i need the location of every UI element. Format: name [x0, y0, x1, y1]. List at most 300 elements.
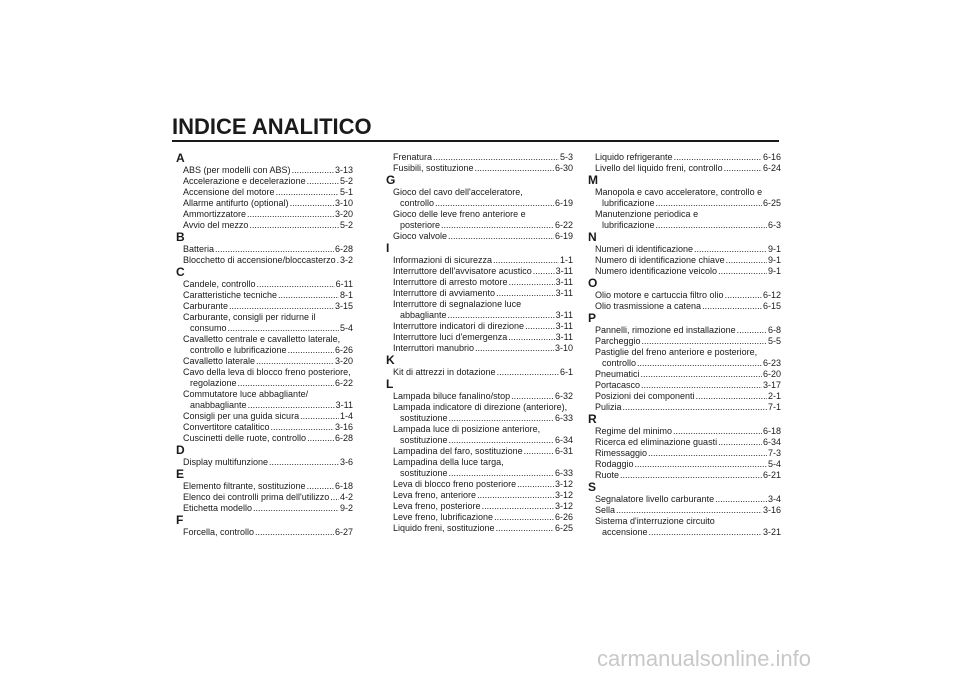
dot-leader [656, 220, 767, 231]
index-entry [588, 402, 781, 413]
entry-line [595, 198, 781, 209]
entry-line [393, 512, 573, 523]
entry-line [595, 369, 781, 380]
index-entry [176, 481, 353, 492]
section-letter: O [588, 276, 598, 290]
section-letter: C [176, 265, 185, 279]
dot-leader [496, 523, 554, 534]
index-entry [588, 152, 781, 163]
index-entry [386, 424, 573, 446]
entry-page-number: 6-3 [767, 220, 781, 230]
entry-lead-text: Gioco delle leve freno anteriore e [393, 209, 526, 219]
entry-page-number: 6-30 [554, 163, 573, 173]
entry-text: Forcella, controllo [183, 527, 255, 537]
entry-line [393, 468, 573, 479]
entry-text: Batteria [183, 244, 215, 254]
entry-text: Lampadina del faro, sostituzione [393, 446, 523, 456]
dot-leader [718, 266, 767, 277]
entry-text: Allarme antifurto (optional) [183, 198, 289, 208]
entry-text: Rimessaggio [595, 448, 648, 458]
entry-text: Consigli per una guida sicura [183, 411, 300, 421]
dot-leader [620, 470, 762, 481]
section-letter: I [386, 241, 390, 255]
entry-text: Olio motore e cartuccia filtro olio [595, 290, 724, 300]
section-letter: A [176, 151, 185, 165]
entry-page-number: 3-12 [554, 479, 573, 489]
entry-line [595, 152, 781, 163]
section-letter: G [386, 173, 396, 187]
entry-line [183, 255, 353, 266]
entry-page-number: 7-3 [767, 448, 781, 458]
index-entry [588, 244, 781, 255]
entry-page-number: 6-23 [762, 358, 781, 368]
entry-line [183, 481, 353, 492]
entry-text: lubrificazione [602, 198, 655, 208]
entry-text: Kit di attrezzi in dotazione [393, 367, 496, 377]
entry-page-number: 6-28 [334, 244, 353, 254]
dot-leader [641, 380, 762, 391]
entry-lead-text: Carburante, consigli per ridurne il [183, 312, 316, 322]
index-entry [588, 391, 781, 402]
index-entry [588, 163, 781, 174]
index-entry [588, 494, 781, 505]
entry-text: Leva freno, anteriore [393, 490, 477, 500]
entry-text: Avvio del mezzo [183, 220, 249, 230]
entry-page-number: 2-1 [767, 391, 781, 401]
index-entry [386, 402, 573, 424]
entry-text: Leva di blocco freno posteriore [393, 479, 517, 489]
entry-page-number: 6-34 [762, 437, 781, 447]
entry-line [393, 255, 573, 266]
dot-leader [449, 468, 554, 479]
entry-line [595, 470, 781, 481]
entry-line [183, 187, 353, 198]
dot-leader [307, 176, 339, 187]
entry-text: Accelerazione e decelerazione [183, 176, 306, 186]
dot-leader [292, 165, 334, 176]
index-entry [386, 490, 573, 501]
index-entry [176, 301, 353, 312]
entry-line [595, 336, 781, 347]
dot-leader [674, 152, 762, 163]
dot-leader [247, 209, 334, 220]
dot-leader [449, 413, 554, 424]
entry-page-number: 3-11 [555, 277, 573, 287]
index-entry [386, 457, 573, 479]
section-letter: D [176, 443, 185, 457]
entry-text: Display multifunzione [183, 457, 269, 467]
index-entry [588, 336, 781, 347]
entry-page-number: 3-11 [555, 332, 573, 342]
index-entry [588, 505, 781, 516]
entry-text: controllo [602, 358, 637, 368]
dot-leader [229, 301, 334, 312]
index-entry [588, 448, 781, 459]
dot-leader [649, 527, 762, 538]
entry-line [183, 244, 353, 255]
dot-leader [248, 400, 335, 411]
entry-page-number: 5-3 [559, 152, 573, 162]
index-entry [588, 380, 781, 391]
entry-page-number: 3-16 [762, 505, 781, 515]
dot-leader [497, 367, 559, 378]
dot-leader [524, 446, 554, 457]
index-entry [386, 512, 573, 523]
dot-leader [475, 163, 554, 174]
index-entry [176, 312, 353, 334]
entry-page-number: 6-19 [554, 231, 573, 241]
dot-leader [449, 435, 554, 446]
entry-text: Carburante [183, 301, 229, 311]
entry-line [595, 290, 781, 301]
dot-leader [696, 391, 767, 402]
index-entry [176, 356, 353, 367]
entry-text: Lampada biluce fanalino/stop [393, 391, 511, 401]
entry-line [183, 345, 353, 356]
entry-text: Accensione del motore [183, 187, 275, 197]
index-entry [176, 220, 353, 231]
index-entry [386, 288, 573, 299]
index-column-2 [386, 152, 573, 534]
section-letter: E [176, 467, 185, 481]
dot-leader [533, 266, 555, 277]
section-letter: B [176, 230, 185, 244]
index-entry [386, 299, 573, 321]
entry-page-number: 7-1 [767, 402, 781, 412]
entry-line [393, 446, 573, 457]
dot-leader [475, 343, 554, 354]
dot-leader [702, 301, 762, 312]
entry-page-number: 6-20 [762, 369, 781, 379]
entry-page-number: 6-31 [554, 446, 573, 456]
entry-line [595, 255, 781, 266]
entry-text: Pannelli, rimozione ed installazione [595, 325, 736, 335]
entry-text: Interruttore di arresto motore [393, 277, 508, 287]
entry-page-number: 3-20 [334, 356, 353, 366]
dot-leader [477, 490, 554, 501]
index-entry [386, 446, 573, 457]
entry-line [393, 479, 573, 490]
dot-leader [511, 391, 554, 402]
dot-leader [441, 220, 554, 231]
entry-text: Interruttore di avviamento [393, 288, 496, 298]
dot-leader [635, 459, 767, 470]
dot-leader [637, 358, 762, 369]
dot-leader [307, 433, 334, 444]
index-entry [588, 209, 781, 231]
entry-line [393, 266, 573, 277]
entry-page-number: 6-32 [554, 391, 573, 401]
entry-page-number: 6-26 [554, 512, 573, 522]
dot-leader [330, 492, 339, 503]
entry-line [595, 301, 781, 312]
entry-line [183, 290, 353, 301]
entry-page-number: 6-1 [559, 367, 573, 377]
entry-lead-text: Cavo della leva di blocco freno posteriore, [183, 367, 351, 377]
dot-leader [656, 198, 762, 209]
entry-lead-text: Lampada luce di posizione anteriore, [393, 424, 541, 434]
entry-line [393, 152, 573, 163]
dot-leader [718, 437, 762, 448]
dot-leader [494, 512, 554, 523]
entry-page-number: 3-15 [334, 301, 353, 311]
entry-line [393, 198, 573, 209]
entry-page-number: 3-12 [554, 501, 573, 511]
entry-page-number: 6-27 [334, 527, 353, 537]
entry-page-number: 3-6 [339, 457, 353, 467]
index-entry [386, 391, 573, 402]
entry-lead-text: Pastiglie del freno anteriore e posteriore, [595, 347, 758, 357]
entry-text: Pulizia [595, 402, 622, 412]
entry-line [183, 492, 353, 503]
index-entry [176, 198, 353, 209]
entry-line [393, 523, 573, 534]
entry-text: Frenatura [393, 152, 433, 162]
entry-page-number: 3-16 [334, 422, 353, 432]
index-entry [588, 301, 781, 312]
entry-text: Parcheggio [595, 336, 641, 346]
index-entry [386, 479, 573, 490]
entry-text: Numeri di identificazione [595, 244, 694, 254]
index-entry [386, 277, 573, 288]
dot-leader [493, 255, 559, 266]
dot-leader [448, 310, 555, 321]
entry-lead-text: Cavalletto centrale e cavalletto laterale, [183, 334, 341, 344]
entry-lead-text: Sistema d'interruzione circuito [595, 516, 715, 526]
entry-page-number: 6-19 [554, 198, 573, 208]
entry-page-number: 9-1 [767, 244, 781, 254]
entry-page-number: 6-8 [767, 325, 781, 335]
entry-text: posteriore [400, 220, 441, 230]
index-entry [386, 321, 573, 332]
entry-text: Candele, controllo [183, 279, 256, 289]
section-letter: P [588, 311, 597, 325]
entry-line [393, 501, 573, 512]
index-entry [176, 389, 353, 411]
entry-page-number: 5-2 [339, 220, 353, 230]
dot-leader [724, 163, 762, 174]
entry-line [595, 494, 781, 505]
entry-page-number: 9-1 [767, 255, 781, 265]
entry-text: Portacasco [595, 380, 641, 390]
dot-leader [616, 505, 762, 516]
index-entry [588, 437, 781, 448]
dot-leader [271, 422, 334, 433]
entry-line [595, 391, 781, 402]
entry-page-number: 3-2 [339, 255, 353, 265]
entry-text: Gioco valvole [393, 231, 448, 241]
entry-line [183, 503, 353, 514]
entry-lead-text: Commutatore luce abbagliante/ [183, 389, 309, 399]
entry-line [595, 527, 781, 538]
entry-text: Posizioni dei componenti [595, 391, 695, 401]
title-rule [172, 140, 779, 142]
entry-text: ABS (per modelli con ABS) [183, 165, 291, 175]
dot-leader [482, 501, 554, 512]
entry-lead-text: Lampada indicatore di direzione (anteriore), [393, 402, 568, 412]
dot-leader [278, 290, 339, 301]
entry-lead-text: Gioco del cavo dell'acceleratore, [393, 187, 523, 197]
entry-text: Ruote [595, 470, 620, 480]
entry-text: Leve freno, lubrificazione [393, 512, 494, 522]
watermark[interactable]: carmanualsonline.info [597, 646, 812, 671]
entry-text: Regime del minimo [595, 426, 673, 436]
entry-line [183, 527, 353, 538]
index-entry [588, 187, 781, 209]
entry-text: Interruttore dell'avvisatore acustico [393, 266, 532, 276]
section-letter: F [176, 513, 184, 527]
index-entry [176, 503, 353, 514]
entry-text: Convertitore catalitico [183, 422, 270, 432]
entry-page-number: 6-18 [762, 426, 781, 436]
entry-line [595, 244, 781, 255]
entry-line [183, 400, 353, 411]
entry-page-number: 6-24 [762, 163, 781, 173]
entry-line [393, 288, 573, 299]
entry-line [393, 435, 573, 446]
entry-text: Elenco dei controlli prima dell'utilizzo [183, 492, 330, 502]
entry-text: controllo [400, 198, 435, 208]
entry-line [393, 332, 573, 343]
index-entry [176, 411, 353, 422]
index-column-1 [176, 152, 353, 538]
entry-text: Etichetta modello [183, 503, 253, 513]
entry-page-number: 6-25 [554, 523, 573, 533]
index-entry [386, 231, 573, 242]
entry-line [393, 413, 573, 424]
entry-line [595, 448, 781, 459]
entry-text: Pneumatici [595, 369, 640, 379]
dot-leader [257, 279, 335, 290]
entry-line [595, 380, 781, 391]
dot-leader [276, 187, 339, 198]
entry-text: Sella [595, 505, 616, 515]
index-entry [588, 516, 781, 538]
index-entry [386, 163, 573, 174]
entry-line [183, 356, 353, 367]
index-entry [386, 367, 573, 378]
index-entry [386, 255, 573, 266]
entry-page-number: 6-22 [334, 378, 353, 388]
entry-page-number: 5-5 [767, 336, 781, 346]
index-entry [176, 527, 353, 538]
index-entry [176, 492, 353, 503]
dot-leader [307, 481, 334, 492]
entry-page-number: 3-11 [555, 266, 573, 276]
dot-leader [509, 277, 555, 288]
entry-text: Liquido freni, sostituzione [393, 523, 495, 533]
entry-text: Livello del liquido freni, controllo [595, 163, 723, 173]
dot-leader [623, 402, 767, 413]
index-entry [176, 244, 353, 255]
entry-line [183, 279, 353, 290]
index-entry [176, 255, 353, 266]
entry-page-number: 9-1 [767, 266, 781, 276]
index-entry [386, 343, 573, 354]
index-entry [176, 334, 353, 356]
index-entry [176, 457, 353, 468]
dot-leader [641, 369, 762, 380]
index-entry [588, 426, 781, 437]
entry-text: sostituzione [400, 435, 448, 445]
entry-lead-text: Manopola e cavo acceleratore, controllo e [595, 187, 763, 197]
entry-line [595, 325, 781, 336]
entry-page-number: 8-1 [339, 290, 353, 300]
index-entry [176, 290, 353, 301]
entry-line [393, 343, 573, 354]
index-entry [386, 501, 573, 512]
entry-page-number: 3-4 [767, 494, 781, 504]
entry-page-number: 6-26 [334, 345, 353, 355]
entry-line [183, 457, 353, 468]
dot-leader [448, 231, 554, 242]
entry-lead-text: Interruttore di segnalazione luce [393, 299, 522, 309]
entry-line [183, 378, 353, 389]
entry-line [595, 163, 781, 174]
dot-leader [228, 323, 339, 334]
index-entry [176, 176, 353, 187]
entry-page-number: 6-12 [762, 290, 781, 300]
entry-text: Rodaggio [595, 459, 634, 469]
entry-page-number: 3-11 [555, 310, 573, 320]
entry-text: abbagliante [400, 310, 447, 320]
entry-line [595, 266, 781, 277]
entry-line [595, 402, 781, 413]
entry-line [183, 198, 353, 209]
entry-page-number: 6-22 [554, 220, 573, 230]
entry-line [595, 220, 781, 231]
entry-text: Cavalletto laterale [183, 356, 256, 366]
entry-line [183, 323, 353, 334]
entry-line [183, 176, 353, 187]
entry-line [595, 459, 781, 470]
index-entry [386, 209, 573, 231]
section-letter: M [588, 173, 598, 187]
entry-text: Interruttore indicatori di direzione [393, 321, 525, 331]
entry-page-number: 3-10 [554, 343, 573, 353]
entry-page-number: 3-11 [335, 400, 353, 410]
entry-text: Fusibili, sostituzione [393, 163, 474, 173]
index-entry [386, 152, 573, 163]
index-entry [176, 367, 353, 389]
entry-text: regolazione [190, 378, 237, 388]
index-entry [176, 422, 353, 433]
entry-text: sostituzione [400, 468, 448, 478]
entry-page-number: 3-20 [334, 209, 353, 219]
entry-page-number: 6-33 [554, 468, 573, 478]
dot-leader [648, 448, 767, 459]
entry-page-number: 4-2 [339, 492, 353, 502]
entry-line [393, 490, 573, 501]
entry-line [183, 433, 353, 444]
dot-leader [269, 457, 339, 468]
entry-text: Ricerca ed eliminazione guasti [595, 437, 718, 447]
entry-page-number: 1-4 [339, 411, 353, 421]
dot-leader [256, 356, 334, 367]
entry-page-number: 9-2 [339, 503, 353, 513]
section-letter: N [588, 230, 597, 244]
index-column-3 [588, 152, 781, 538]
dot-leader [517, 479, 554, 490]
index-entry [588, 347, 781, 369]
entry-page-number: 6-25 [762, 198, 781, 208]
section-letter: R [588, 412, 597, 426]
dot-leader [215, 244, 334, 255]
dot-leader [525, 321, 555, 332]
index-entry [588, 290, 781, 301]
dot-leader [642, 336, 767, 347]
entry-text: controllo e lubrificazione [190, 345, 287, 355]
